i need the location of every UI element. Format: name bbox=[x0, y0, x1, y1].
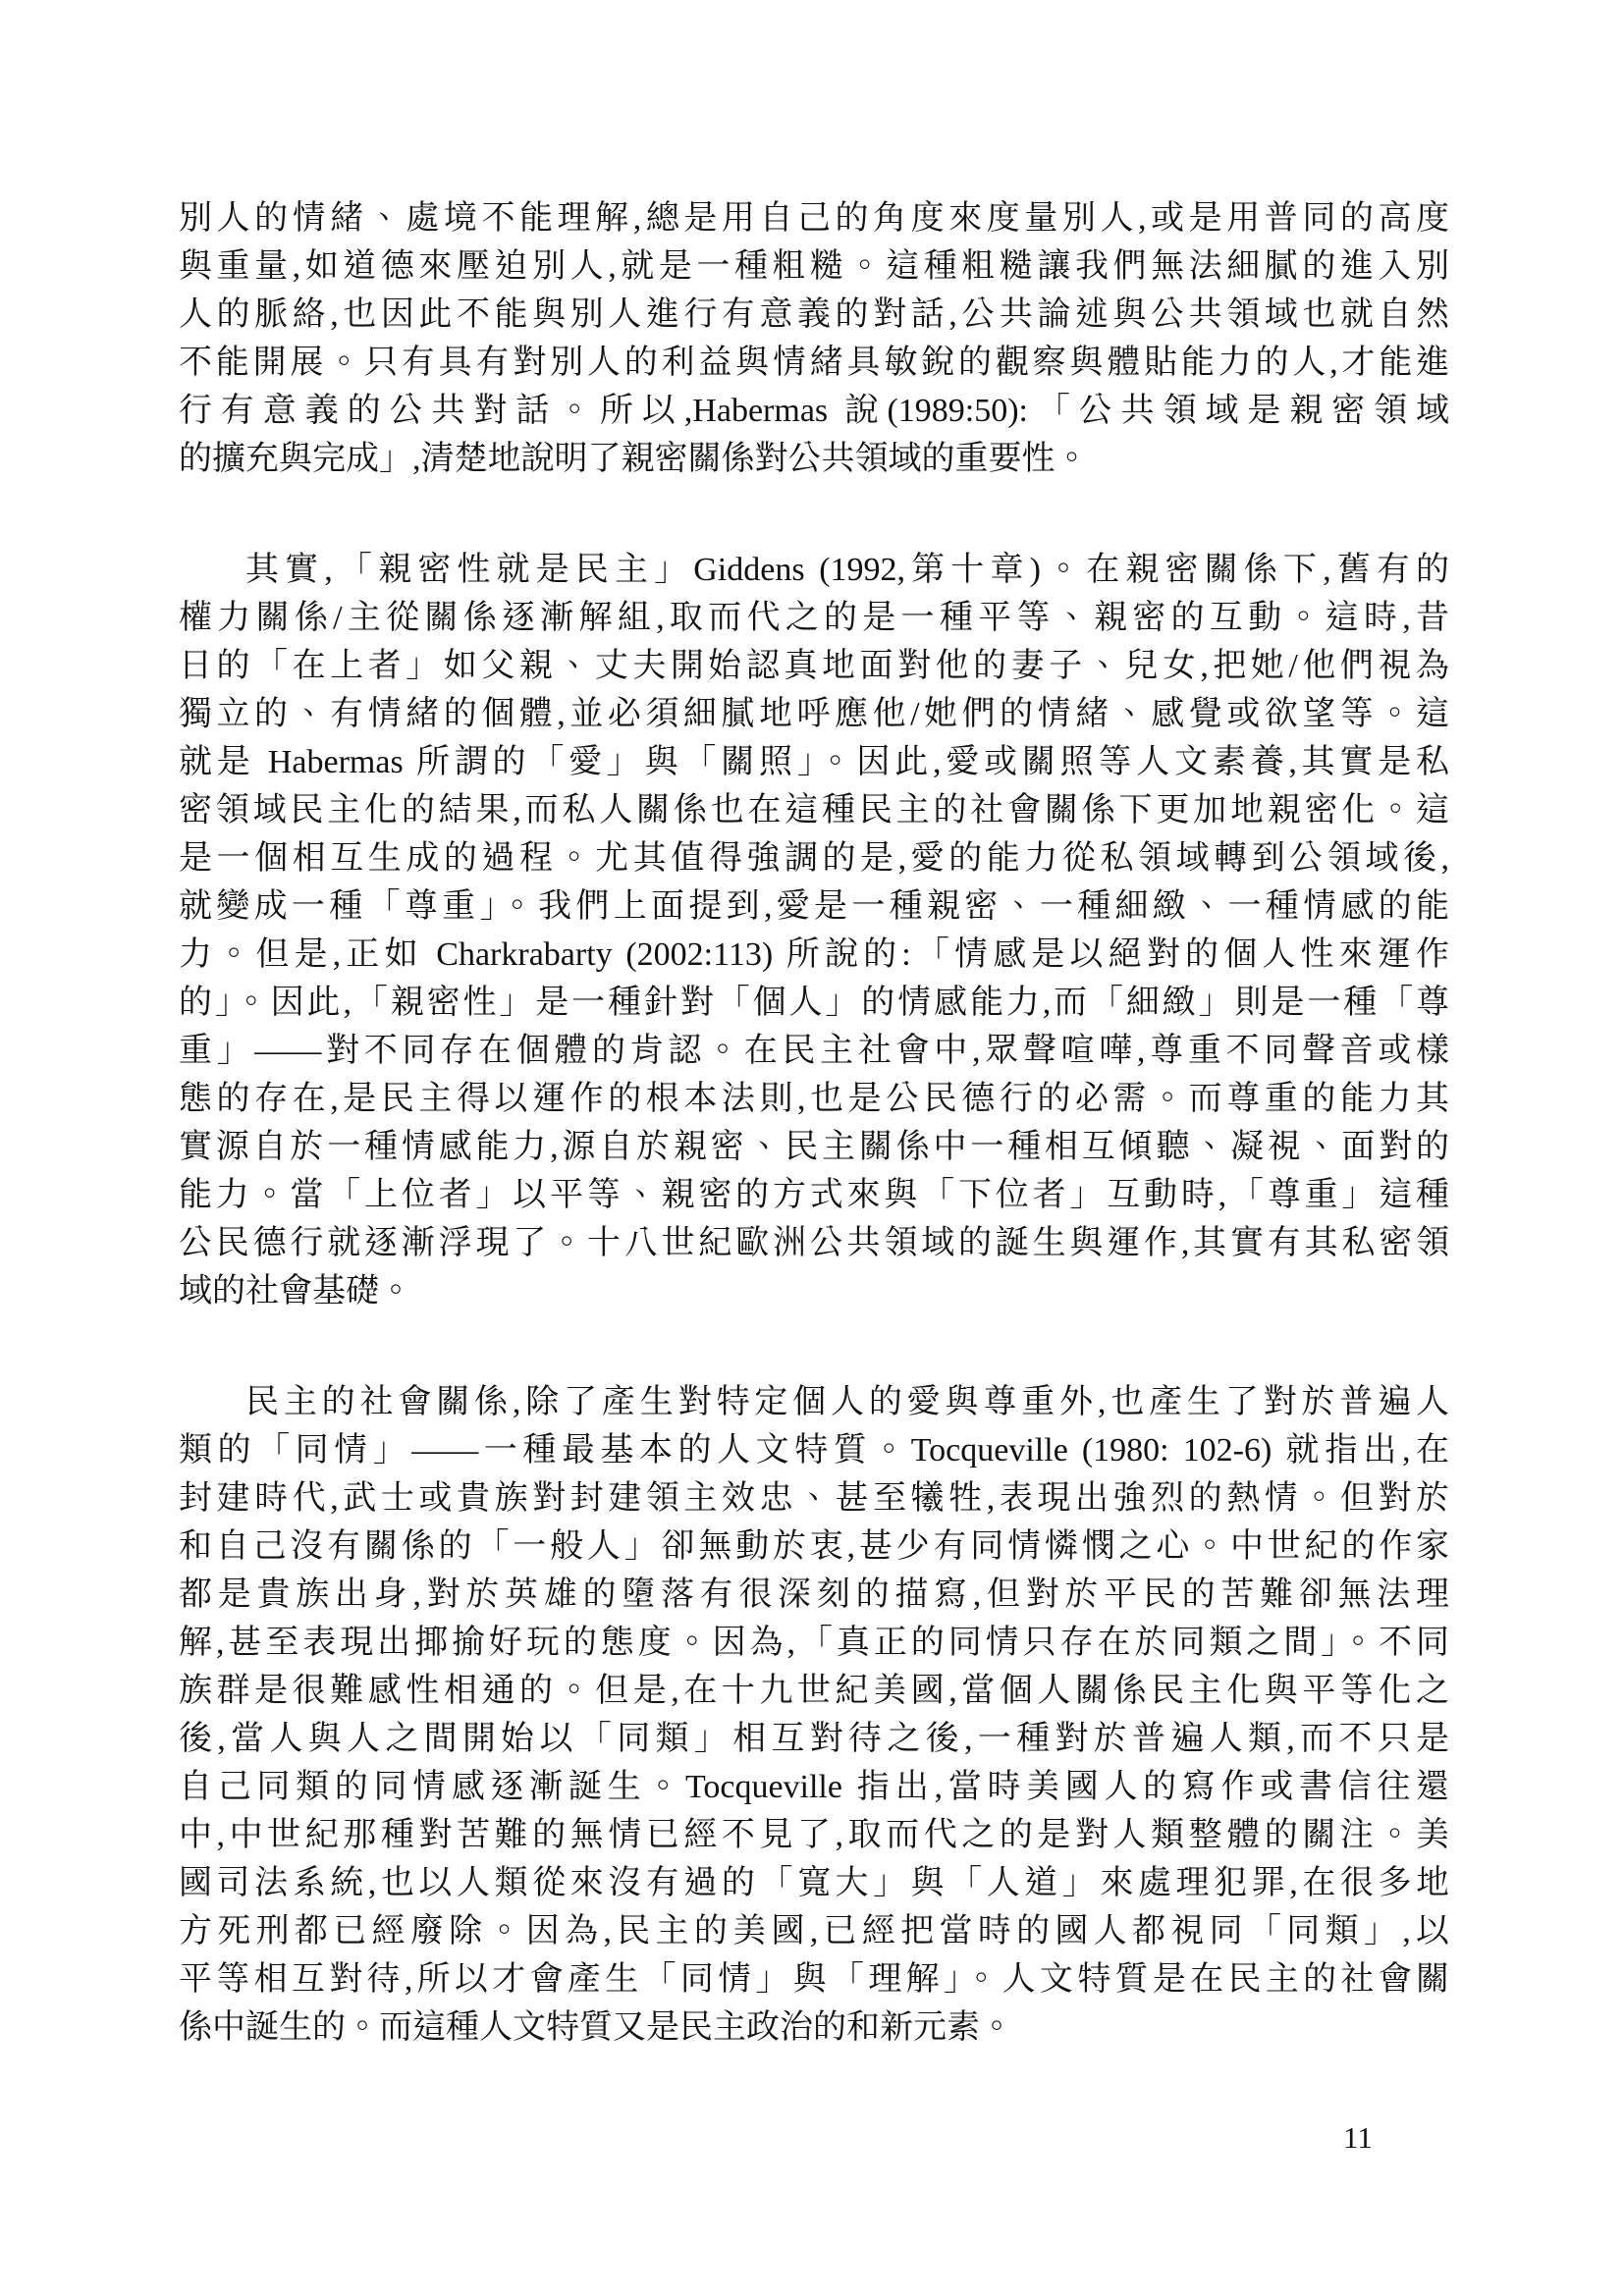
page-number: 11 bbox=[1343, 2120, 1373, 2155]
text-line: 人的脈絡,也因此不能與別人進行有意義的對話,公共論述與公共領域也就自然 bbox=[179, 296, 1449, 333]
text-block bbox=[179, 194, 1449, 2052]
text-line: 自己同類的同情感逐漸誕生。Tocqueville 指出,當時美國人的寫作或書信往還 bbox=[179, 1769, 1449, 1805]
text-line: 國司法系統,也以人類從來沒有過的「寬大」與「人道」來處理犯罪,在很多地 bbox=[179, 1865, 1449, 1901]
text-line: 重」——對不同存在個體的肯認。在民主社會中,眾聲喧嘩,尊重不同聲音或樣 bbox=[179, 1033, 1449, 1069]
text-line: 中,中世紀那種對苦難的無情已經不見了,取而代之的是對人類整體的關注。美 bbox=[179, 1817, 1449, 1853]
text-line: 其實,「親密性就是民主」Giddens (1992,第十章)。在親密關係下,舊有的 bbox=[245, 552, 1449, 588]
text-line: 就是 Habermas 所謂的「愛」與「關照」。因此,愛或關照等人文素養,其實是私 bbox=[179, 744, 1449, 780]
text-line: 行有意義的公共對話。所以,Habermas 說(1989:50):「公共領域是親密領域 bbox=[179, 393, 1449, 429]
text-line: 態的存在,是民主得以運作的根本法則,也是公民德行的必需。而尊重的能力其 bbox=[179, 1081, 1449, 1117]
text-line: 族群是很難感性相通的。但是,在十九世紀美國,當個人關係民主化與平等化之 bbox=[179, 1673, 1449, 1709]
text-line: 力。但是,正如 Charkrabarty (2002:113) 所說的:「情感是以絕對的個人性來運作 bbox=[179, 936, 1449, 973]
text-line: 方死刑都已經廢除。因為,民主的美國,已經把當時的國人都視同「同類」,以 bbox=[179, 1913, 1449, 1949]
text-line: 民主的社會關係,除了產生對特定個人的愛與尊重外,也產生了對於普遍人 bbox=[245, 1384, 1449, 1420]
text-line: 解,甚至表現出揶揄好玩的態度。因為,「真正的同情只存在於同類之間」。不同 bbox=[179, 1625, 1449, 1661]
text-line: 的」。因此,「親密性」是一種針對「個人」的情感能力,而「細緻」則是一種「尊 bbox=[179, 985, 1449, 1021]
text-line: 別人的情緒、處境不能理解,總是用自己的角度來度量別人,或是用普同的高度 bbox=[179, 200, 1449, 237]
text-line: 權力關係/主從關係逐漸解組,取而代之的是一種平等、親密的互動。這時,昔 bbox=[179, 600, 1449, 636]
paragraph bbox=[179, 546, 1449, 1315]
text-line: 是一個相互生成的過程。尤其值得強調的是,愛的能力從私領域轉到公領域後, bbox=[179, 840, 1449, 877]
text-line: 封建時代,武士或貴族對封建領主效忠、甚至犧牲,表現出強烈的熱情。但對於 bbox=[179, 1480, 1449, 1517]
text-line: 不能開展。只有具有對別人的利益與情緒具敏銳的觀察與體貼能力的人,才能進 bbox=[179, 345, 1449, 381]
text-line: 獨立的、有情緒的個體,並必須細膩地呼應他/她們的情緒、感覺或欲望等。這 bbox=[179, 696, 1449, 732]
text-line: 和自己沒有關係的「一般人」卻無動於衷,甚少有同情憐憫之心。中世紀的作家 bbox=[179, 1528, 1449, 1565]
text-line: 能力。當「上位者」以平等、親密的方式來與「下位者」互動時,「尊重」這種 bbox=[179, 1177, 1449, 1213]
text-line: 都是貴族出身,對於英雄的墮落有很深刻的描寫,但對於平民的苦難卻無法理 bbox=[179, 1576, 1449, 1613]
text-line: 類的「同情」——一種最基本的人文特質。Tocqueville (1980: 102-6) 就指出,在 bbox=[179, 1432, 1449, 1468]
text-line: 係中誕生的。而這種人文特質又是民主政治的和新元素。 bbox=[179, 2009, 1013, 2046]
text-line: 域的社會基礎。 bbox=[179, 1273, 412, 1309]
text-line: 與重量,如道德來壓迫別人,就是一種粗糙。這種粗糙讓我們無法細膩的進入別 bbox=[179, 248, 1449, 285]
text-line: 公民德行就逐漸浮現了。十八世紀歐洲公共領域的誕生與運作,其實有其私密領 bbox=[179, 1225, 1449, 1261]
text-line: 密領域民主化的結果,而私人關係也在這種民主的社會關係下更加地親密化。這 bbox=[179, 792, 1449, 828]
paragraph bbox=[179, 1378, 1449, 2052]
text-line: 日的「在上者」如父親、丈夫開始認真地面對他的妻子、兒女,把她/他們視為 bbox=[179, 648, 1449, 684]
text-line: 就變成一種「尊重」。我們上面提到,愛是一種親密、一種細緻、一種情感的能 bbox=[179, 888, 1449, 925]
text-line: 後,當人與人之間開始以「同類」相互對待之後,一種對於普遍人類,而不只是 bbox=[179, 1721, 1449, 1757]
paragraph bbox=[179, 194, 1449, 483]
text-line: 的擴充與完成」,清楚地說明了親密關係對公共領域的重要性。 bbox=[179, 441, 1089, 477]
text-line: 實源自於一種情感能力,源自於親密、民主關係中一種相互傾聽、凝視、面對的 bbox=[179, 1129, 1449, 1165]
text-line: 平等相互對待,所以才會產生「同情」與「理解」。人文特質是在民主的社會關 bbox=[179, 1961, 1449, 1998]
